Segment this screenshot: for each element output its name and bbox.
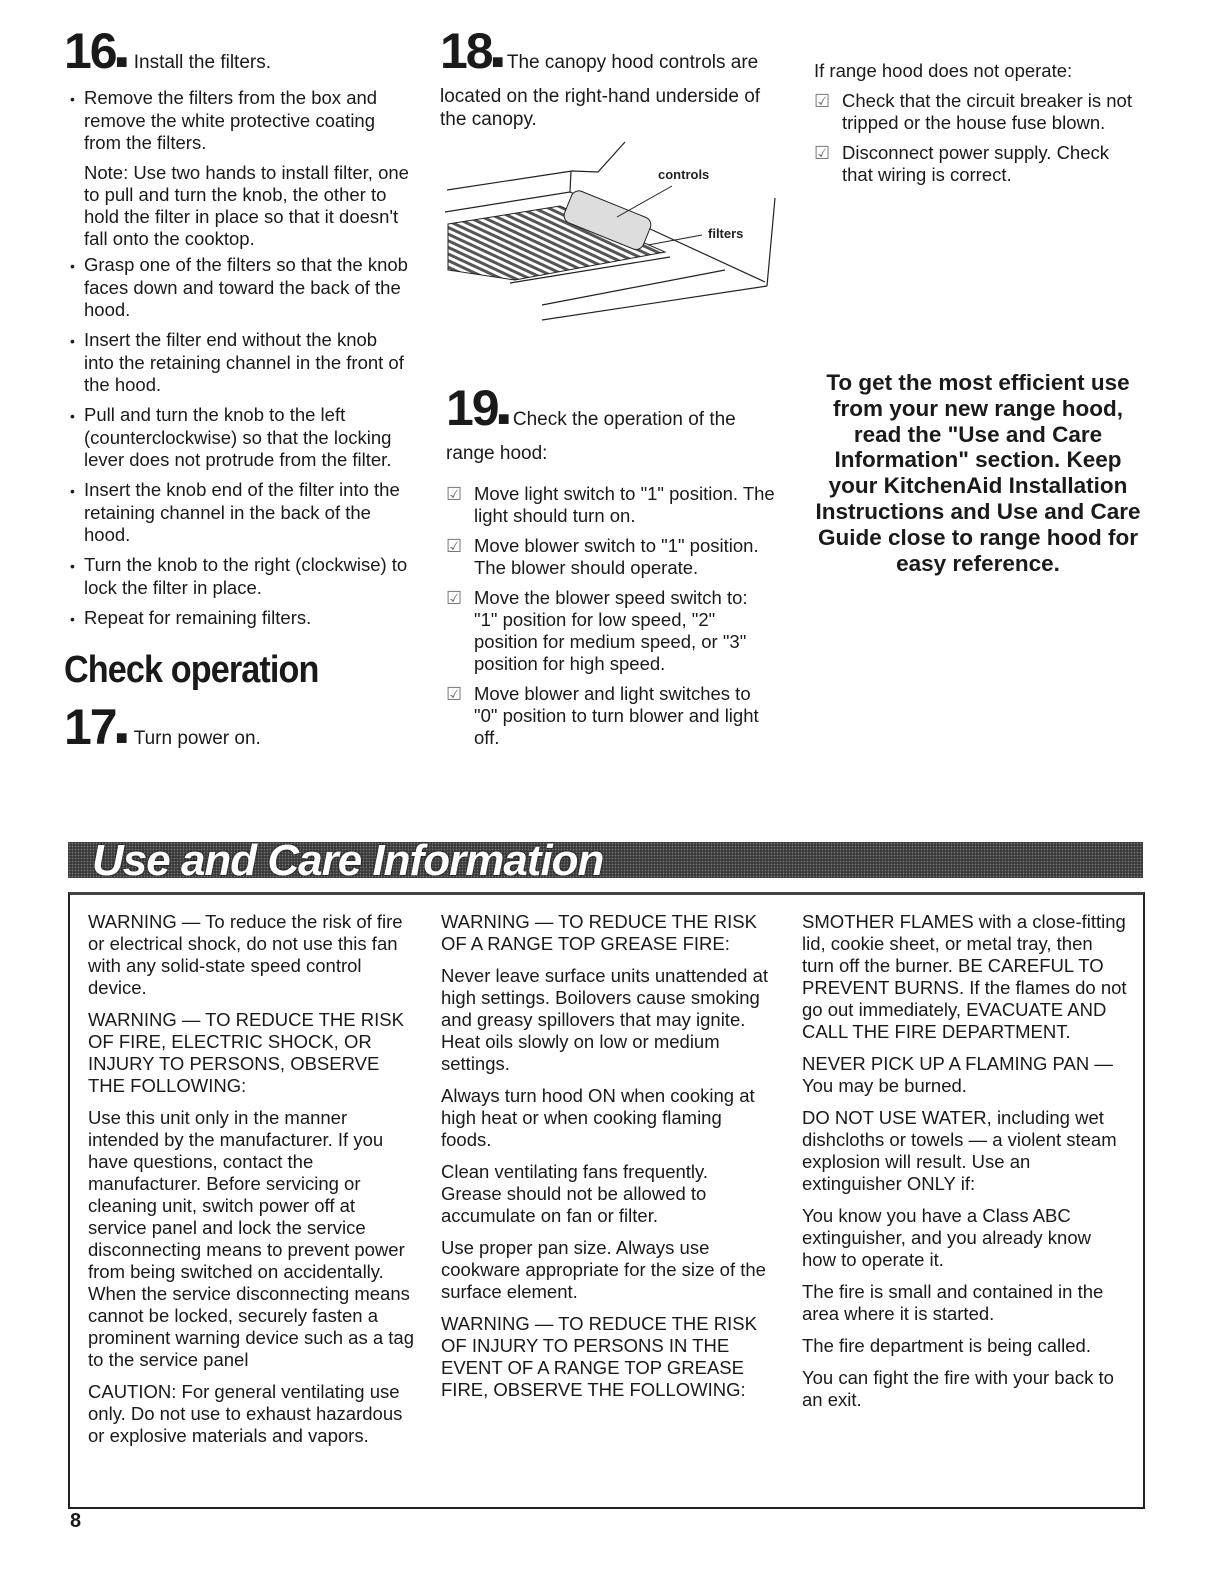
controls-column: [440, 23, 775, 133]
checklist-item: ☑ Move light switch to "1" position. The light should turn on.: [446, 483, 775, 526]
warning-paragraph: DO NOT USE WATER, including wet dishcloths or towels — a violent steam explosion will result. Use an extinguisher ONLY if:: [802, 1107, 1117, 1194]
checklist-item: ☑ Move the blower speed switch to: "1" position for low speed, "2" position for medium speed, or "3" position for high speed.: [446, 587, 748, 674]
warning-paragraph: CAUTION: For general ventilating use only. Do not use to exhaust hazardous or explosive materials and vapors.: [88, 1381, 403, 1446]
warning-paragraph: WARNING — TO REDUCE THE RISK OF INJURY TO PERSONS IN THE EVENT OF A RANGE TOP GREASE FIRE, OBSERVE THE FOLLOWING:: [441, 1313, 757, 1400]
promo-note: To get the most efficient use from your new range hood, read the "Use and Care Information" section. Keep your KitchenAid Installation Instructions and Use and Care Guide close to range hood for easy reference.: [815, 370, 1141, 576]
checkbox-checked-icon: ☑: [446, 588, 463, 608]
step-17: 17■ Turn power on.: [64, 699, 261, 755]
step-19: 19■ Check the operation of the range hood:: [446, 380, 736, 464]
step-16: 16■ Install the filters.: [64, 23, 271, 79]
warning-paragraph: You know you have a Class ABC extinguisher, and you already know how to operate it.: [802, 1205, 1091, 1270]
safety-warnings-box: [68, 892, 1145, 1509]
section-heading: Check operation: [64, 649, 319, 691]
warning-paragraph: The fire department is being called.: [802, 1335, 1091, 1356]
checklist-item: ☑ Move blower and light switches to "0" position to turn blower and light off.: [446, 683, 759, 748]
troubleshooting-intro: If range hood does not operate:: [814, 60, 1073, 81]
warning-paragraph: Clean ventilating fans frequently. Grease should not be allowed to accumulate on fan or filter.: [441, 1161, 709, 1226]
checklist-item: ☑ Move blower switch to "1" position. The blower should operate.: [446, 535, 759, 578]
warnings-column-2: [441, 911, 771, 1411]
list-item: • Repeat for remaining filters.: [70, 607, 312, 628]
warning-paragraph: WARNING — TO REDUCE THE RISK OF A RANGE TOP GREASE FIRE:: [441, 911, 757, 954]
step-number: 16: [64, 23, 116, 79]
filters-label: filters: [708, 226, 744, 241]
checkbox-checked-icon: ☑: [446, 536, 463, 556]
checkbox-checked-icon: ☑: [814, 143, 831, 163]
list-item: • Grasp one of the filters so that the knob faces down and toward the back of the hood.: [70, 254, 408, 320]
warning-paragraph: WARNING — TO REDUCE THE RISK OF FIRE, ELECTRIC SHOCK, OR INJURY TO PERSONS, OBSERVE THE FOLLOWING:: [88, 1009, 404, 1096]
warning-paragraph: Use proper pan size. Always use cookware appropriate for the size of the surface element.: [441, 1237, 766, 1302]
checkbox-checked-icon: ☑: [446, 684, 463, 704]
list-item: • Pull and turn the knob to the left (counterclockwise) so that the locking lever does not protrude from the filter.: [70, 404, 392, 470]
step-text: The canopy hood controls are located on the right-hand underside of the canopy.: [440, 52, 761, 130]
note: Note: Use two hands to install filter, one to pull and turn the knob, the other to hold the filter in place so that it doesn't fall onto the cooktop.: [84, 162, 409, 249]
warning-paragraph: Always turn hood ON when cooking at high heat or when cooking flaming foods.: [441, 1085, 755, 1150]
warning-paragraph: You can fight the fire with your back to an exit.: [802, 1367, 1114, 1410]
check-operation-column: [446, 380, 776, 757]
warning-paragraph: The fire is small and contained in the area where it is started.: [802, 1281, 1104, 1324]
step-number: 18: [440, 23, 492, 79]
page-number: 8: [70, 1510, 82, 1532]
controls-label: controls: [658, 167, 710, 182]
step-text: Check the operation of the range hood:: [446, 409, 736, 464]
step-number: 17: [64, 699, 116, 755]
step-text: Turn power on.: [133, 728, 261, 749]
section-banner: [68, 836, 1143, 885]
install-filters-column: [64, 23, 409, 763]
list-item: • Turn the knob to the right (clockwise) to lock the filter in place.: [70, 554, 408, 598]
banner-title: Use and Care Information: [92, 836, 604, 885]
warnings-column-3: [802, 911, 1127, 1421]
checklist-item: ☑ Check that the circuit breaker is not tripped or the house fuse blown.: [814, 90, 1132, 133]
list-item: • Remove the filters from the box and remove the white protective coating from the filters.: [70, 87, 378, 153]
list-item: • Insert the knob end of the filter into the retaining channel in the back of the hood.: [70, 479, 400, 545]
warnings-column-1: [88, 911, 418, 1457]
checkbox-checked-icon: ☑: [446, 484, 463, 504]
warning-paragraph: WARNING — To reduce the risk of fire or electrical shock, do not use this fan with any solid-state speed control device.: [88, 911, 403, 998]
list-item: • Insert the filter end without the knob into the retaining channel in the front of the hood.: [70, 329, 404, 395]
step-number: 19: [446, 380, 498, 436]
checklist-item: ☑ Disconnect power supply. Check that wiring is correct.: [814, 142, 1110, 185]
warning-paragraph: Never leave surface units unattended at high settings. Boilovers cause smoking and greasy spillovers that may ignite. Heat oils slowly on low or medium settings.: [441, 965, 769, 1074]
troubleshooting-column: [814, 60, 1134, 194]
warning-paragraph: NEVER PICK UP A FLAMING PAN — You may be burned.: [802, 1053, 1113, 1096]
checkbox-checked-icon: ☑: [814, 91, 831, 111]
warning-paragraph: Use this unit only in the manner intended by the manufacturer. If you have questions, contact the manufacturer. Before servicing or cleaning unit, switch power off at service panel and lock the service disconnecting means to prevent power from being switched on accidentally. When the service disconnecting means cannot be locked, securely fasten a prominent warning device such as a tag to the service panel: [88, 1107, 414, 1370]
step-18: 18■ The canopy hood controls are located on the right-hand underside of the canopy.: [440, 23, 761, 130]
range-hood-diagram: [420, 120, 800, 340]
step-text: Install the filters.: [133, 52, 271, 73]
warning-paragraph: SMOTHER FLAMES with a close-fitting lid, cookie sheet, or metal tray, then turn off the burner. BE CAREFUL TO PREVENT BURNS. If the flames do not go out immediately, EVACUATE AND CALL THE FIRE DEPARTMENT.: [802, 911, 1127, 1042]
